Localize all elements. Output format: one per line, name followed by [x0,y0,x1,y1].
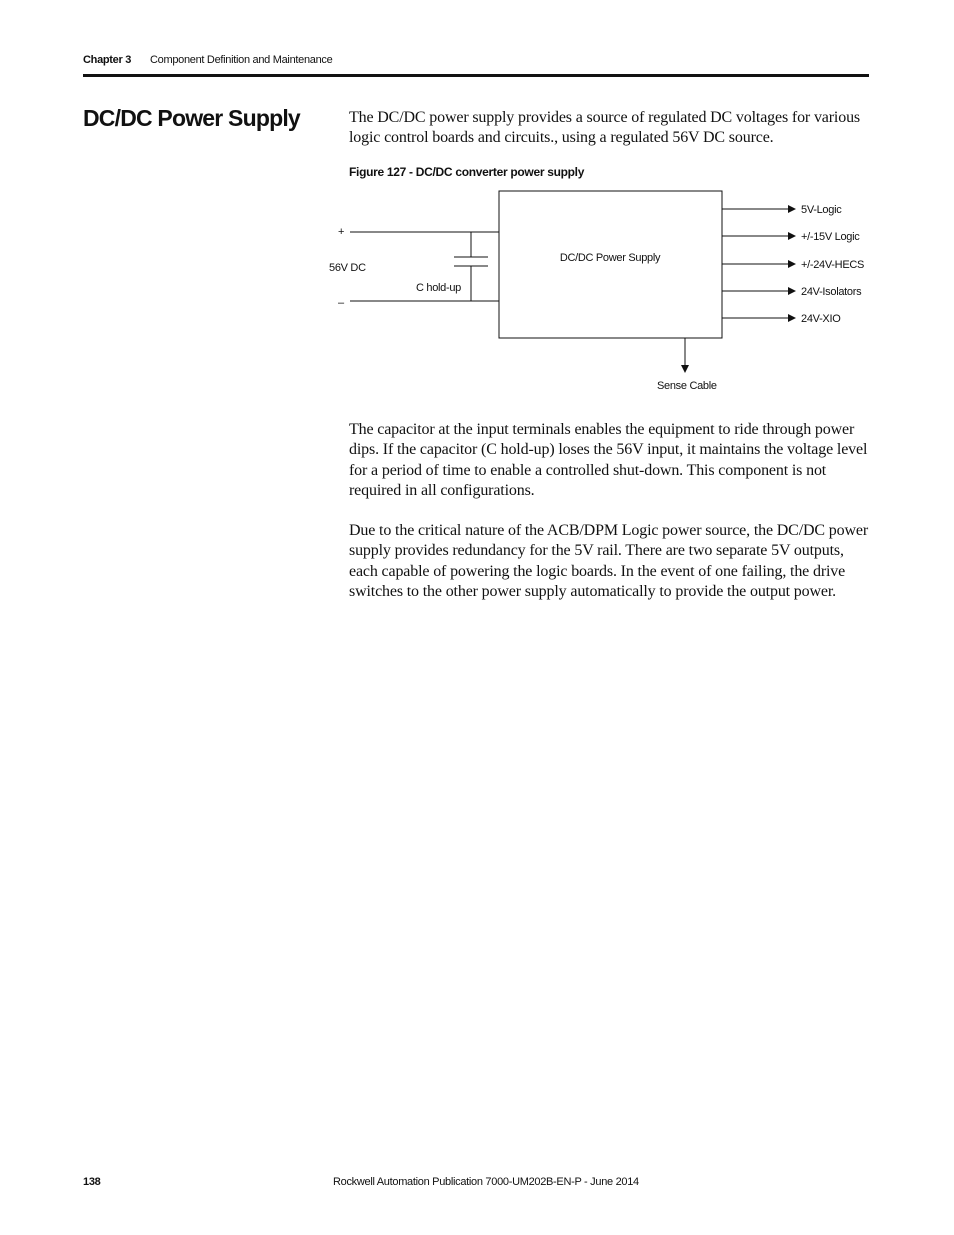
output-label-1: 5V-Logic [801,204,842,216]
chapter-title: Component Definition and Maintenance [150,54,333,66]
input-minus-label: – [338,297,344,309]
page-number: 138 [83,1176,101,1188]
figure-caption: Figure 127 - DC/DC converter power supply [349,165,585,179]
header-rule [83,74,869,77]
output-arrowhead-3 [788,260,796,268]
output-arrowhead-5 [788,314,796,322]
output-label-4: 24V-Isolators [801,286,862,298]
diagram-svg [320,185,880,400]
sense-cable-arrowhead [681,365,689,373]
input-voltage-label: 56V DC [329,262,366,274]
power-supply-diagram [320,185,880,400]
publication-info: Rockwell Automation Publication 7000-UM202B-EN-P - June 2014 [333,1176,639,1188]
power-supply-box [499,191,722,338]
redundancy-paragraph: Due to the critical nature of the ACB/DPM Logic power source, the DC/DC power supply provides redundancy for the 5V rail. There are two separate 5V outputs, each capable of powering the logic boards. In the event of one failing, the drive switches to the other power supply automatically to provide the output power. [349,522,868,600]
capacitor-paragraph: The capacitor at the input terminals enables the equipment to ride through power dips. If the capacitor (C hold-up) loses the 56V input, it maintains the voltage level for a period of time to enable a controlled shut-down. This component is not required in all configurations. [349,421,868,499]
page-footer [83,1176,869,1192]
output-arrowhead-2 [788,232,796,240]
output-label-2: +/-15V Logic [801,231,860,243]
sense-cable-label: Sense Cable [657,380,717,392]
page-header [83,53,869,77]
output-arrowhead-4 [788,287,796,295]
output-arrows [722,205,796,322]
chapter-number: Chapter 3 [83,54,132,66]
input-plus-label: + [338,226,345,238]
output-arrowhead-1 [788,205,796,213]
output-label-3: +/-24V-HECS [801,259,865,271]
section-title: DC/DC Power Supply [83,105,300,131]
output-label-5: 24V-XIO [801,313,841,325]
power-supply-label: DC/DC Power Supply [559,252,661,264]
capacitor-label: C hold-up [416,282,461,294]
intro-paragraph: The DC/DC power supply provides a source of regulated DC voltages for various logic control boards and circuits., using a regulated 56V DC source. [349,109,860,147]
